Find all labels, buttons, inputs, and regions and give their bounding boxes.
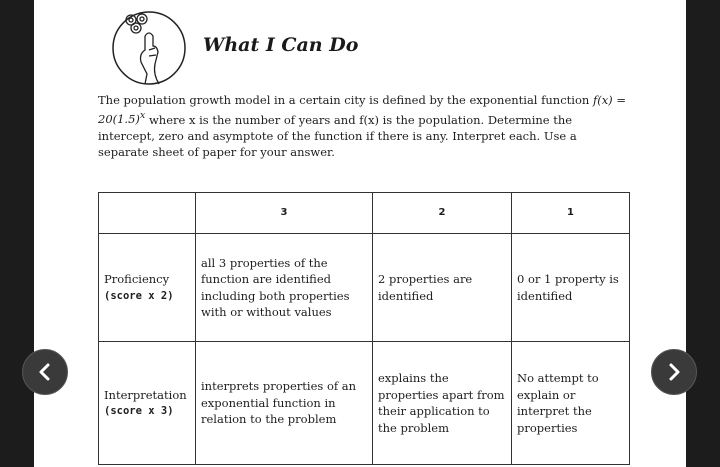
document-page	[34, 0, 686, 467]
problem-statement	[98, 92, 628, 161]
criterion-weight: (score x 3)	[104, 405, 174, 417]
previous-page-button[interactable]	[22, 349, 68, 395]
rubric-cell: 2 properties are identified	[373, 234, 512, 342]
criterion-label: Proficiency	[104, 272, 170, 286]
criterion-cell	[99, 342, 196, 465]
rubric-cell: 0 or 1 property is identified	[512, 234, 630, 342]
chevron-left-icon	[35, 362, 55, 382]
rubric-header-score-2: 2	[373, 193, 512, 234]
rubric-header-blank	[99, 193, 196, 234]
rubric-cell: No attempt to explain or interpret the properties	[512, 342, 630, 465]
rubric-header-row	[99, 193, 630, 234]
rubric-cell: explains the properties apart from their application to the problem	[373, 342, 512, 465]
rubric-table	[98, 192, 630, 465]
criterion-cell	[99, 234, 196, 342]
rubric-header-score-3: 3	[196, 193, 373, 234]
rubric-cell: all 3 properties of the function are identified including both properties with or without values	[196, 234, 373, 342]
intro-line-1: The population growth model in a certain city is defined by the exponential function	[98, 93, 590, 107]
function-exponent: x	[139, 110, 146, 122]
next-page-button[interactable]	[651, 349, 697, 395]
rubric-row-proficiency	[99, 234, 630, 342]
hand-holding-gears-icon	[109, 6, 189, 86]
criterion-label: Interpretation	[104, 387, 187, 402]
rubric-header-score-1: 1	[512, 193, 630, 234]
chevron-right-icon	[664, 362, 684, 382]
rubric-cell: interprets properties of an exponential function in relation to the problem	[196, 342, 373, 465]
page-title: What I Can Do	[203, 34, 359, 56]
criterion-weight: (score x 2)	[104, 289, 174, 302]
function-definition: $f(x) = 20(1.5)^x$	[98, 93, 626, 127]
intro-line-2: where x is the number of years and f(x) is the population. Determine the intercept, zero and asymptote of the function if there is any. Interpret each. Use a separate sheet of paper for your answer.	[98, 112, 577, 160]
rubric-row-interpretation	[99, 342, 630, 465]
